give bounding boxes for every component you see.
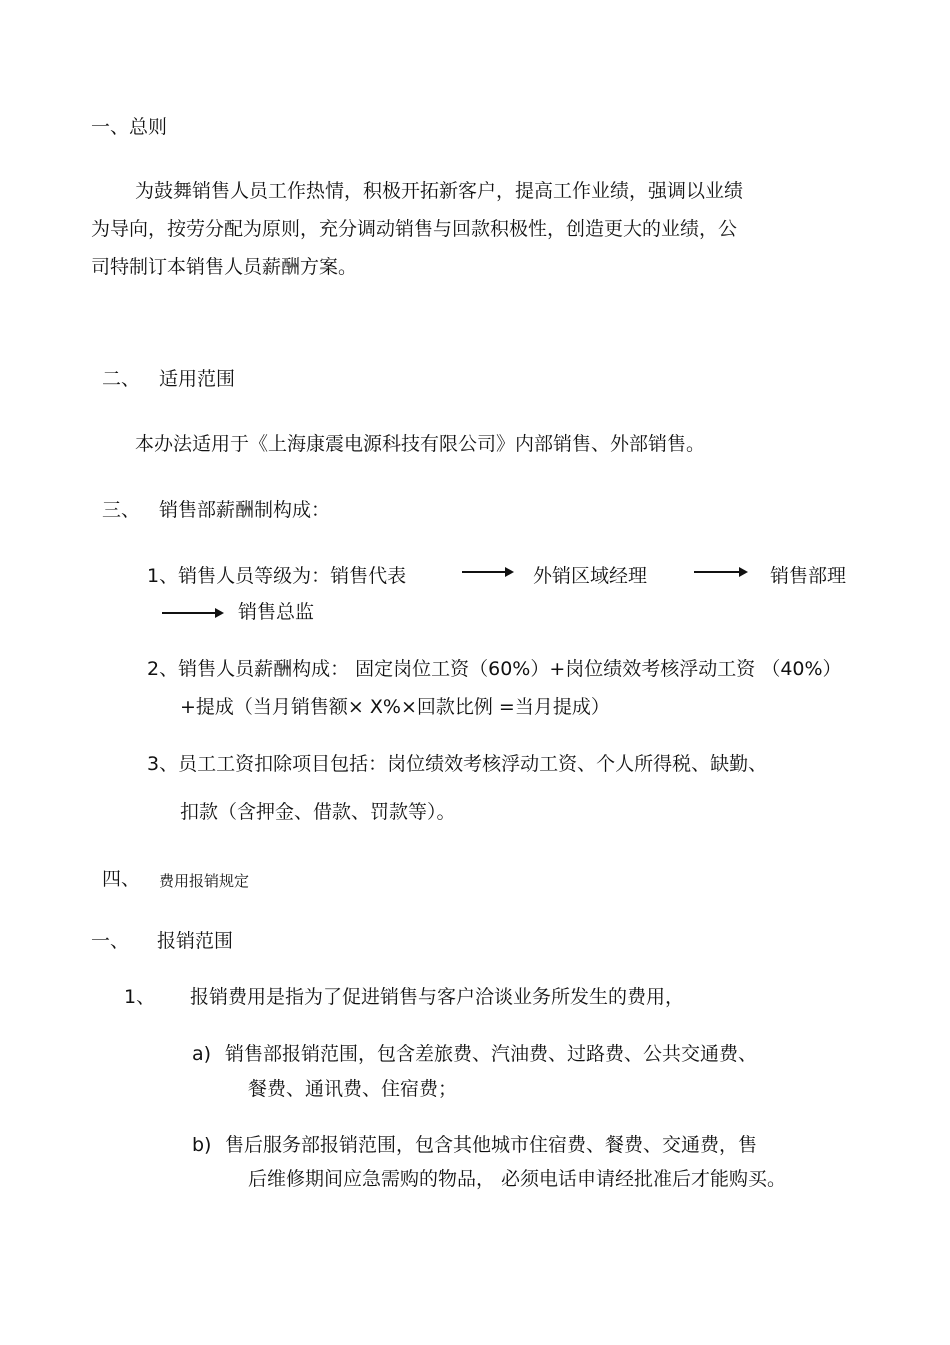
- item-a-line-2: 餐费、通讯费、住宿费；: [248, 1078, 458, 1100]
- arrow-icon: [694, 571, 746, 573]
- section-1-line-1: 为鼓舞销售人员工作热情，积极开拓新客户，提高工作业绩，强调以业绩: [135, 180, 744, 202]
- subsection-number: 一、: [91, 930, 130, 952]
- item-b-line-2: 后维修期间应急需购的物品， 必须电话申请经批准后才能购买。: [248, 1168, 787, 1190]
- level-regional-manager: 外销区域经理: [533, 565, 648, 587]
- salary-composition-line-2: +提成（当月销售额× X%×回款比例 =当月提成）: [180, 696, 610, 718]
- salary-composition-line-1: 2、销售人员薪酬构成： 固定岗位工资（60%）+岗位绩效考核浮动工资 （40%）: [147, 658, 842, 680]
- item-b-label: b): [192, 1134, 212, 1156]
- section-2-title: 适用范围: [159, 368, 236, 390]
- item-a-line-1: 销售部报销范围，包含差旅费、汽油费、过路费、公共交通费、: [225, 1043, 758, 1065]
- item-number: 1、: [124, 986, 156, 1008]
- subsection-title: 报销范围: [157, 930, 234, 952]
- section-1-heading: 一、总则: [91, 116, 168, 138]
- item-text: 报销费用是指为了促进销售与客户洽谈业务所发生的费用，: [190, 986, 685, 1008]
- section-3-number: 三、: [102, 499, 141, 521]
- level-sales-manager: 销售部理: [770, 565, 847, 587]
- item-b-line-1: 售后服务部报销范围，包含其他城市住宿费、餐费、交通费，售: [225, 1134, 758, 1156]
- deductions-line-1: 3、员工工资扣除项目包括：岗位绩效考核浮动工资、个人所得税、缺勤、: [147, 753, 768, 775]
- section-1-line-2: 为导向，按劳分配为原则，充分调动销售与回款积极性，创造更大的业绩，公: [91, 218, 738, 240]
- section-4-number: 四、: [102, 868, 141, 890]
- section-1-line-3: 司特制订本销售人员薪酬方案。: [91, 256, 358, 278]
- arrow-icon: [462, 571, 512, 573]
- section-4-title: 费用报销规定: [159, 872, 250, 890]
- salary-levels-prefix: 1、销售人员等级为：销售代表: [147, 565, 407, 587]
- item-a-label: a): [192, 1043, 212, 1065]
- section-2-text: 本办法适用于《上海康震电源科技有限公司》内部销售、外部销售。: [135, 433, 706, 455]
- section-3-title: 销售部薪酬制构成：: [159, 499, 331, 521]
- arrow-icon: [162, 612, 222, 614]
- deductions-line-2: 扣款（含押金、借款、罚款等）。: [180, 801, 456, 823]
- section-2-number: 二、: [102, 368, 141, 390]
- level-sales-director: 销售总监: [238, 601, 315, 623]
